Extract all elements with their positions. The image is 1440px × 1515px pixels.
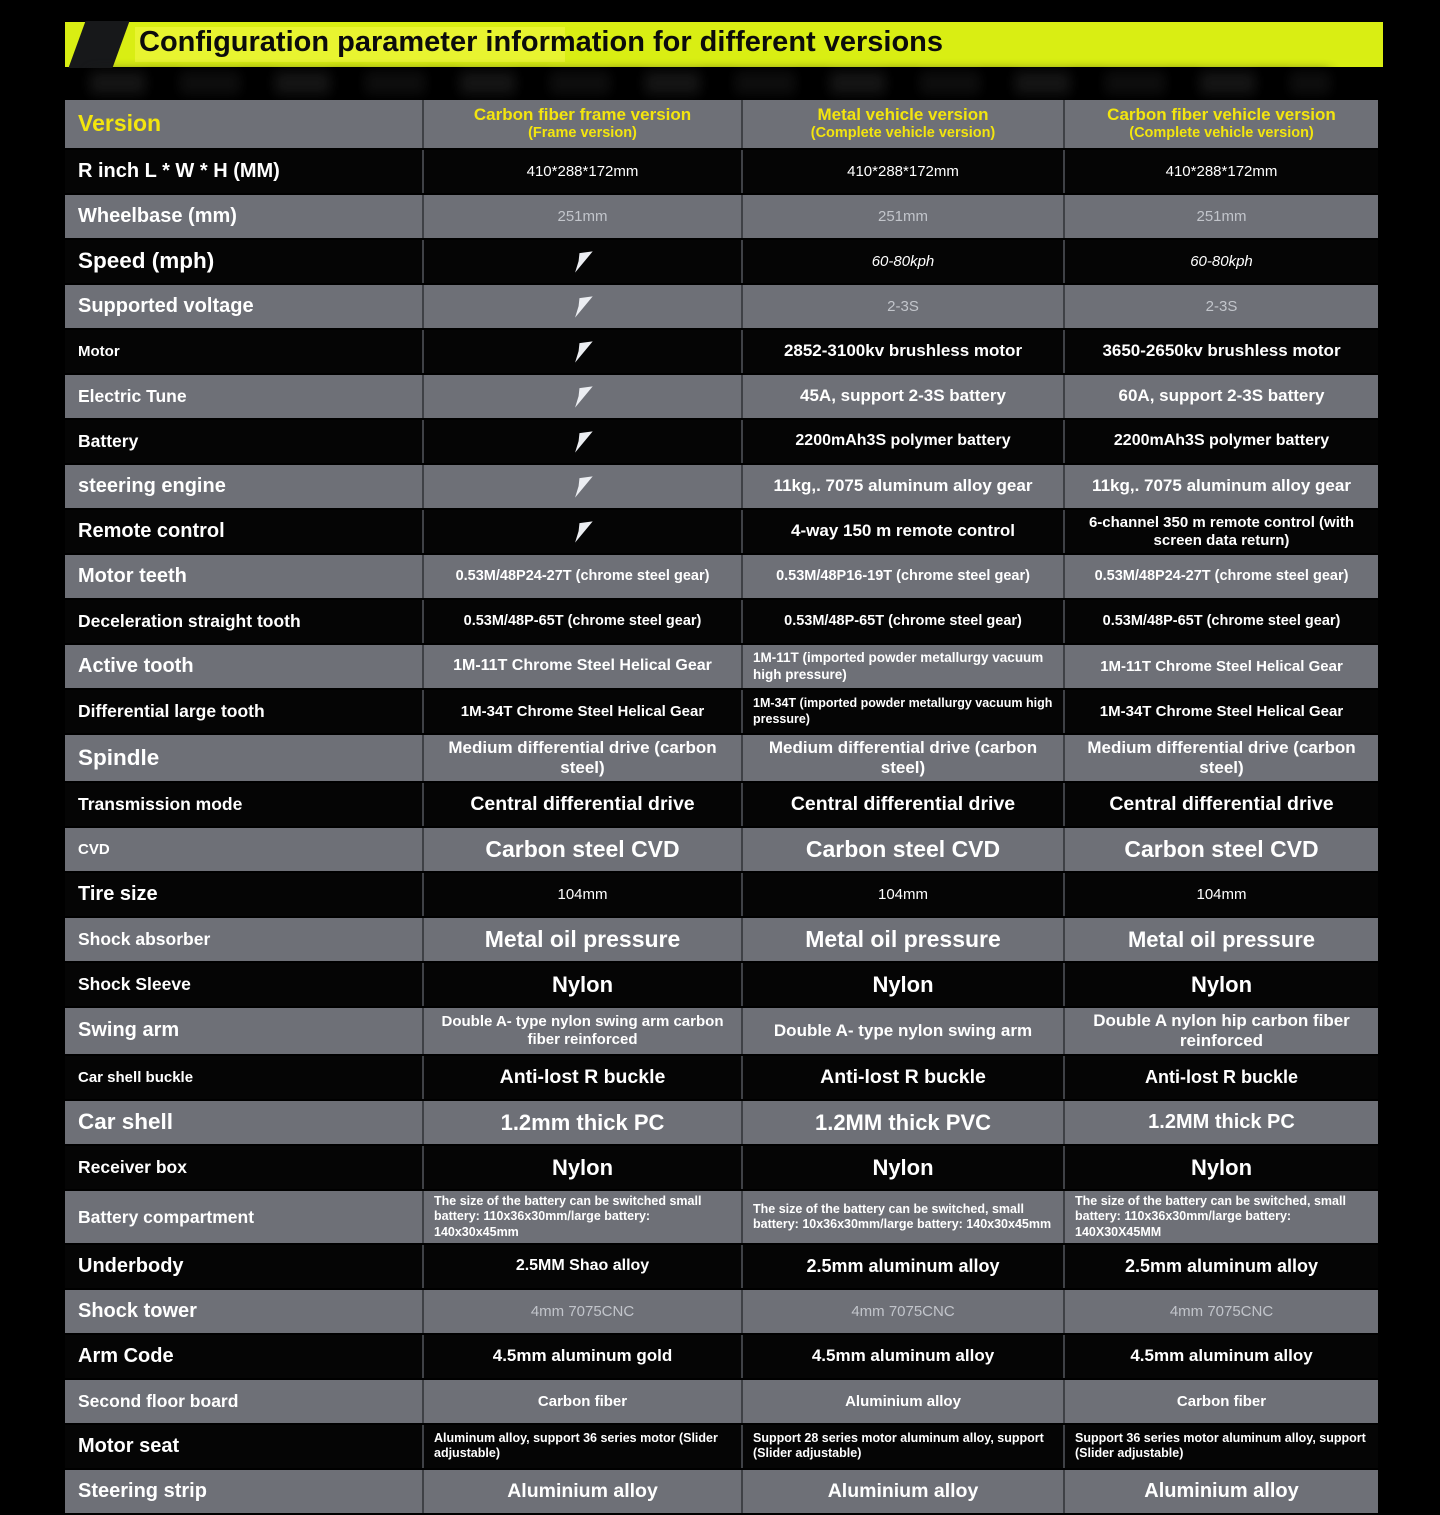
param-value-cell	[422, 645, 741, 688]
blurred-strip	[90, 72, 1330, 94]
param-label-electric-tune	[65, 375, 422, 418]
param-value-text: Aluminium alloy	[507, 1479, 658, 1502]
param-label-text: Remote control	[78, 519, 225, 542]
param-value-text: Support 28 series motor aluminum alloy, support (Slider adjustable)	[753, 1431, 1044, 1461]
param-value-text: Central differential drive	[790, 793, 1016, 816]
table-row	[65, 963, 1378, 1008]
param-value-text: 0.53M/48P-65T (chrome steel gear)	[1102, 612, 1341, 629]
param-value-cell	[741, 690, 1063, 733]
param-value-cell	[422, 555, 741, 598]
param-label-cvd	[65, 828, 422, 871]
param-value-cell	[422, 963, 741, 1006]
param-value-cell	[422, 1290, 741, 1333]
table-row	[65, 1470, 1378, 1515]
param-value-cell	[1063, 240, 1378, 283]
param-value-cell	[1063, 1191, 1378, 1243]
param-value-cell	[422, 1425, 741, 1468]
param-value-text: Metal oil pressure	[805, 926, 1001, 953]
param-value-cell	[1063, 735, 1378, 781]
header-line1: Carbon fiber vehicle version	[1107, 105, 1336, 125]
param-value-cell	[1063, 600, 1378, 643]
param-value-text: 251mm	[877, 207, 929, 225]
table-row	[65, 735, 1378, 783]
param-label-text: R inch L * W * H (MM)	[78, 159, 280, 182]
param-label-text: Tire size	[78, 882, 158, 905]
param-label-motor	[65, 330, 422, 373]
param-value-cell	[741, 1245, 1063, 1288]
param-value-text: 1.2MM thick PC	[1148, 1110, 1295, 1133]
page-title: Configuration parameter information for different versions	[139, 26, 944, 58]
param-value-text: 1M-34T Chrome Steel Helical Gear	[1099, 702, 1344, 720]
param-value-cell	[422, 918, 741, 961]
param-value-text: Carbon steel CVD	[805, 836, 1001, 863]
param-value-cell	[741, 600, 1063, 643]
param-value-text: 1M-34T Chrome Steel Helical Gear	[460, 702, 705, 720]
param-value-cell	[1063, 1008, 1378, 1054]
slash-icon	[568, 430, 598, 454]
param-value-cell	[1063, 1290, 1378, 1333]
table-row	[65, 828, 1378, 873]
header-line2: (Complete vehicle version)	[1129, 125, 1314, 142]
param-value-text: 2852-3100kv brushless motor	[783, 341, 1023, 361]
table-row	[65, 1290, 1378, 1335]
param-label-text: Shock Sleeve	[78, 974, 191, 995]
table-row	[65, 873, 1378, 918]
param-value-cell	[741, 510, 1063, 553]
param-value-cell	[741, 783, 1063, 826]
param-value-text: 11kg,. 7075 aluminum alloy gear	[1092, 476, 1351, 496]
param-value-text: Metal oil pressure	[484, 926, 681, 953]
param-value-cell	[422, 150, 741, 193]
param-value-text: 4.5mm aluminum alloy	[811, 1346, 995, 1366]
param-value-cell	[741, 1191, 1063, 1243]
param-value-text: 2200mAh3S polymer battery	[1113, 432, 1330, 450]
param-label-battery-compartment	[65, 1191, 422, 1243]
param-value-cell	[741, 1290, 1063, 1333]
param-label-transmission-mode	[65, 783, 422, 826]
param-label-car-shell	[65, 1101, 422, 1144]
param-value-cell	[1063, 1425, 1378, 1468]
table-row	[65, 690, 1378, 735]
param-value-cell	[741, 555, 1063, 598]
slash-icon	[568, 520, 598, 544]
param-value-text: The size of the battery can be switched, small battery: 10x36x30mm/large battery: 140x30x45mm	[753, 1201, 1052, 1232]
param-label-swing-arm	[65, 1008, 422, 1054]
param-value-cell	[741, 195, 1063, 238]
param-label-text: Steering strip	[78, 1479, 207, 1502]
param-value-text: Medium differential drive (carbon steel)	[1087, 738, 1356, 778]
param-value-text: Nylon	[1190, 971, 1253, 997]
param-label-steering-strip	[65, 1470, 422, 1513]
param-value-cell	[1063, 873, 1378, 916]
param-label-remote-control	[65, 510, 422, 553]
param-label-text: Second floor board	[78, 1391, 239, 1412]
table-row	[65, 420, 1378, 465]
table-row	[65, 645, 1378, 690]
param-value-cell	[741, 963, 1063, 1006]
param-value-cell	[1063, 195, 1378, 238]
param-value-cell	[1063, 645, 1378, 688]
param-value-text: 4-way 150 m remote control	[791, 521, 1015, 541]
table-row	[65, 375, 1378, 420]
param-value-cell	[741, 375, 1063, 418]
param-value-text: 4.5mm aluminum alloy	[1130, 1346, 1313, 1366]
param-label-text: Wheelbase (mm)	[78, 204, 237, 227]
param-value-text: Anti-lost R buckle	[820, 1066, 986, 1089]
param-value-text: 60-80kph	[1190, 252, 1253, 270]
param-value-text: 0.53M/48P-65T (chrome steel gear)	[784, 612, 1022, 629]
param-value-cell	[422, 1191, 741, 1243]
slash-icon	[568, 475, 598, 499]
param-label-text: Shock tower	[78, 1299, 197, 1322]
param-label-text: Motor seat	[78, 1434, 180, 1457]
param-value-cell	[422, 375, 741, 418]
param-label-active-tooth	[65, 645, 422, 688]
param-label-motor-seat	[65, 1425, 422, 1468]
param-label-wheelbase-mm	[65, 195, 422, 238]
param-value-text: 410*288*172mm	[847, 162, 959, 180]
param-label-arm-code	[65, 1335, 422, 1378]
param-value-cell	[422, 1101, 741, 1144]
param-value-text: 410*288*172mm	[1165, 162, 1278, 180]
param-value-text: Double A- type nylon swing arm carbon fiber reinforced	[441, 1013, 724, 1049]
param-label-receiver-box	[65, 1146, 422, 1189]
param-value-text: 60A, support 2-3S battery	[1118, 386, 1325, 406]
title-banner	[65, 22, 1383, 67]
param-value-text: 2-3S	[887, 297, 919, 315]
param-value-text: 4.5mm aluminum gold	[492, 1346, 673, 1366]
table-row	[65, 783, 1378, 828]
param-value-cell	[422, 240, 741, 283]
table-row	[65, 1146, 1378, 1191]
param-value-cell	[1063, 1335, 1378, 1378]
param-value-cell	[1063, 1245, 1378, 1288]
param-label-text: Shock absorber	[78, 929, 211, 950]
param-value-text: 0.53M/48P24-27T (chrome steel gear)	[1094, 567, 1349, 584]
param-value-cell	[422, 510, 741, 553]
param-value-text: The size of the battery can be switched small battery: 110x36x30mm/large battery: 140x30x45mm	[434, 1194, 702, 1239]
spec-table-rows	[65, 150, 1378, 1515]
table-row	[65, 600, 1378, 645]
param-value-cell	[1063, 150, 1378, 193]
param-label-tire-size	[65, 873, 422, 916]
spec-table	[65, 100, 1378, 1515]
param-value-cell	[422, 783, 741, 826]
param-value-cell	[741, 828, 1063, 871]
param-value-text: 1M-11T Chrome Steel Helical Gear	[453, 657, 712, 675]
param-value-text: 104mm	[877, 885, 929, 903]
param-value-text: Nylon	[1190, 1154, 1253, 1180]
header-line2: (Frame version)	[528, 125, 637, 142]
param-value-text: 2200mAh3S polymer battery	[795, 432, 1011, 450]
param-value-text: 251mm	[1196, 207, 1247, 225]
param-value-cell	[1063, 1470, 1378, 1513]
table-row	[65, 1008, 1378, 1056]
param-value-cell	[1063, 330, 1378, 373]
param-value-cell	[741, 735, 1063, 781]
param-value-text: 2.5MM Shao alloy	[515, 1257, 650, 1274]
header-metal-vehicle-version	[741, 100, 1063, 148]
param-value-cell	[1063, 918, 1378, 961]
param-value-text: Support 36 series motor aluminum alloy, support (Slider adjustable)	[1075, 1431, 1366, 1461]
param-label-shock-tower	[65, 1290, 422, 1333]
param-value-text: 0.53M/48P16-19T (chrome steel gear)	[776, 567, 1030, 584]
param-value-cell	[1063, 1056, 1378, 1099]
param-value-cell	[741, 1101, 1063, 1144]
param-value-text: Carbon fiber	[1176, 1392, 1267, 1410]
param-value-cell	[1063, 828, 1378, 871]
param-value-cell	[1063, 420, 1378, 463]
param-value-cell	[422, 1056, 741, 1099]
header-line1: Metal vehicle version	[817, 105, 989, 125]
param-value-text: Central differential drive	[1109, 793, 1334, 816]
param-value-text: 104mm	[1196, 885, 1247, 903]
param-value-text: 60-80kph	[871, 252, 935, 270]
param-label-motor-teeth	[65, 555, 422, 598]
param-value-cell	[422, 873, 741, 916]
param-value-cell	[741, 240, 1063, 283]
param-label-underbody	[65, 1245, 422, 1288]
param-label-supported-voltage	[65, 285, 422, 328]
param-value-cell	[741, 465, 1063, 508]
param-value-cell	[1063, 1146, 1378, 1189]
param-value-text: 45A, support 2-3S battery	[800, 386, 1006, 406]
param-label-r-inch-l-w-h-mm	[65, 150, 422, 193]
param-value-text: Carbon fiber	[537, 1392, 628, 1410]
param-label-text: Motor	[78, 342, 120, 360]
param-label-text: steering engine	[78, 474, 226, 497]
param-value-cell	[422, 828, 741, 871]
param-value-cell	[422, 1470, 741, 1513]
slash-icon	[568, 385, 598, 409]
param-value-text: Metal oil pressure	[1127, 926, 1316, 952]
param-label-text: Speed (mph)	[78, 248, 215, 274]
param-value-cell	[741, 918, 1063, 961]
slash-icon	[568, 295, 598, 319]
param-value-text: Aluminum alloy, support 36 series motor (Slider adjustable)	[434, 1431, 718, 1461]
param-value-text: Double A- type nylon swing arm	[773, 1021, 1033, 1041]
param-value-text: 2.5mm aluminum alloy	[1124, 1255, 1319, 1276]
table-row	[65, 1380, 1378, 1425]
param-value-text: 0.53M/48P-65T (chrome steel gear)	[463, 612, 702, 629]
param-value-cell	[422, 1380, 741, 1423]
param-value-cell	[741, 1470, 1063, 1513]
param-value-cell	[422, 735, 741, 781]
param-label-text: Battery	[78, 431, 139, 452]
param-value-cell	[1063, 690, 1378, 733]
param-value-text: 2-3S	[1205, 297, 1238, 315]
table-row	[65, 1191, 1378, 1245]
param-value-cell	[1063, 783, 1378, 826]
param-label-text: Electric Tune	[78, 386, 187, 407]
slash-icon	[568, 340, 598, 364]
header-carbon-fiber-vehicle-version	[1063, 100, 1378, 148]
table-row	[65, 330, 1378, 375]
slash-logo-icon	[68, 21, 129, 68]
param-value-cell	[422, 1008, 741, 1054]
param-value-cell	[422, 465, 741, 508]
param-value-cell	[422, 1146, 741, 1189]
param-label-text: Receiver box	[78, 1157, 187, 1178]
param-value-text: The size of the battery can be switched, small battery: 110x36x30mm/large battery: 140X30X45MM	[1075, 1194, 1346, 1239]
param-value-cell	[1063, 1101, 1378, 1144]
param-label-text: Car shell	[78, 1109, 174, 1135]
param-value-text: 4mm 7075CNC	[530, 1302, 635, 1320]
param-label-text: CVD	[78, 840, 110, 858]
param-value-text: 6-channel 350 m remote control (with screen data return)	[1088, 513, 1355, 549]
param-value-cell	[1063, 963, 1378, 1006]
table-row	[65, 555, 1378, 600]
param-label-text: Motor teeth	[78, 564, 187, 587]
param-label-speed-mph	[65, 240, 422, 283]
param-value-text: Carbon steel CVD	[485, 836, 680, 863]
param-value-cell	[741, 285, 1063, 328]
param-value-text: Aluminium alloy	[1144, 1479, 1299, 1502]
table-row	[65, 510, 1378, 555]
param-value-text: Nylon	[551, 971, 614, 997]
slash-icon	[568, 250, 598, 274]
header-line1: Carbon fiber frame version	[473, 105, 692, 125]
table-row	[65, 1245, 1378, 1290]
param-label-battery	[65, 420, 422, 463]
param-value-text: Carbon steel CVD	[1124, 836, 1319, 863]
table-row	[65, 1056, 1378, 1101]
param-value-text: 1M-11T Chrome Steel Helical Gear	[1100, 657, 1343, 675]
param-value-cell	[741, 330, 1063, 373]
param-label-text: Battery compartment	[78, 1206, 255, 1227]
param-value-text: 1.2MM thick PVC	[814, 1109, 992, 1135]
param-label-text: Arm Code	[78, 1344, 174, 1367]
header-carbon-fiber-frame-version	[422, 100, 741, 148]
param-value-cell	[422, 1245, 741, 1288]
param-value-text: Central differential drive	[470, 793, 695, 816]
param-value-cell	[1063, 555, 1378, 598]
param-value-cell	[422, 420, 741, 463]
param-value-text: 4mm 7075CNC	[851, 1302, 955, 1320]
table-row	[65, 1425, 1378, 1470]
param-value-cell	[741, 420, 1063, 463]
param-value-cell	[741, 873, 1063, 916]
param-value-text: 2.5mm aluminum alloy	[806, 1255, 1000, 1276]
param-label-car-shell-buckle	[65, 1056, 422, 1099]
param-value-text: Nylon	[872, 971, 934, 997]
param-value-cell	[741, 645, 1063, 688]
param-value-cell	[741, 1146, 1063, 1189]
param-value-cell	[1063, 1380, 1378, 1423]
param-value-text: Medium differential drive (carbon steel)	[768, 738, 1038, 778]
param-value-cell	[422, 1335, 741, 1378]
param-value-cell	[1063, 285, 1378, 328]
param-value-cell	[422, 690, 741, 733]
table-row	[65, 285, 1378, 330]
param-value-cell	[741, 150, 1063, 193]
param-value-text: 11kg,. 7075 aluminum alloy gear	[773, 476, 1033, 496]
param-label-shock-sleeve	[65, 963, 422, 1006]
param-value-text: Aluminium alloy	[845, 1392, 961, 1410]
param-value-cell	[741, 1380, 1063, 1423]
param-value-text: 1M-11T (imported powder metallurgy vacuum high pressure)	[753, 649, 1044, 682]
table-row	[65, 1335, 1378, 1380]
param-value-text: Aluminium alloy	[827, 1479, 979, 1502]
param-value-text: Anti-lost R buckle	[499, 1066, 666, 1089]
table-row	[65, 918, 1378, 963]
param-label-spindle	[65, 735, 422, 781]
param-value-text: 1M-34T (imported powder metallurgy vacuum high pressure)	[753, 696, 1053, 726]
param-value-cell	[422, 195, 741, 238]
table-header-row	[65, 100, 1378, 150]
param-value-cell	[1063, 465, 1378, 508]
param-label-text: Active tooth	[78, 654, 194, 677]
table-row	[65, 150, 1378, 195]
param-value-cell	[422, 600, 741, 643]
param-value-text: 4mm 7075CNC	[1169, 1302, 1274, 1320]
param-value-cell	[1063, 375, 1378, 418]
header-line2: (Complete vehicle version)	[810, 125, 996, 142]
param-label-shock-absorber	[65, 918, 422, 961]
table-row	[65, 195, 1378, 240]
param-label-text: Differential large tooth	[78, 701, 265, 722]
param-value-cell	[741, 1335, 1063, 1378]
param-label-differential-large-tooth	[65, 690, 422, 733]
param-label-deceleration-straight-tooth	[65, 600, 422, 643]
param-value-text: 0.53M/48P24-27T (chrome steel gear)	[455, 567, 710, 584]
param-label-text: Underbody	[78, 1254, 184, 1277]
param-label-text: Supported voltage	[78, 294, 254, 317]
param-value-text: Anti-lost R buckle	[1144, 1067, 1298, 1088]
param-value-cell	[422, 330, 741, 373]
param-value-text: Double A nylon hip carbon fiber reinforced	[1093, 1011, 1350, 1051]
param-label-text: Deceleration straight tooth	[78, 611, 301, 632]
param-label-text: Swing arm	[78, 1019, 180, 1042]
param-label-second-floor-board	[65, 1380, 422, 1423]
param-value-text: Medium differential drive (carbon steel)	[448, 738, 717, 778]
param-value-text: 410*288*172mm	[526, 162, 639, 180]
param-label-text: Transmission mode	[78, 794, 243, 815]
param-label-steering-engine	[65, 465, 422, 508]
param-value-text: 3650-2650kv brushless motor	[1102, 341, 1341, 361]
param-value-cell	[741, 1008, 1063, 1054]
param-value-cell	[1063, 510, 1378, 553]
table-row	[65, 240, 1378, 285]
param-value-text: 1.2mm thick PC	[500, 1109, 665, 1135]
header-version: Version	[78, 110, 162, 137]
param-label-text: Spindle	[78, 744, 160, 770]
param-label-text: Car shell buckle	[78, 1068, 194, 1086]
param-value-cell	[422, 285, 741, 328]
param-value-text: 251mm	[557, 207, 608, 225]
param-value-cell	[741, 1425, 1063, 1468]
param-value-text: 104mm	[557, 885, 608, 903]
param-value-text: Nylon	[551, 1154, 614, 1180]
param-value-cell	[741, 1056, 1063, 1099]
table-row	[65, 465, 1378, 510]
param-value-text: Nylon	[872, 1154, 934, 1180]
table-row	[65, 1101, 1378, 1146]
